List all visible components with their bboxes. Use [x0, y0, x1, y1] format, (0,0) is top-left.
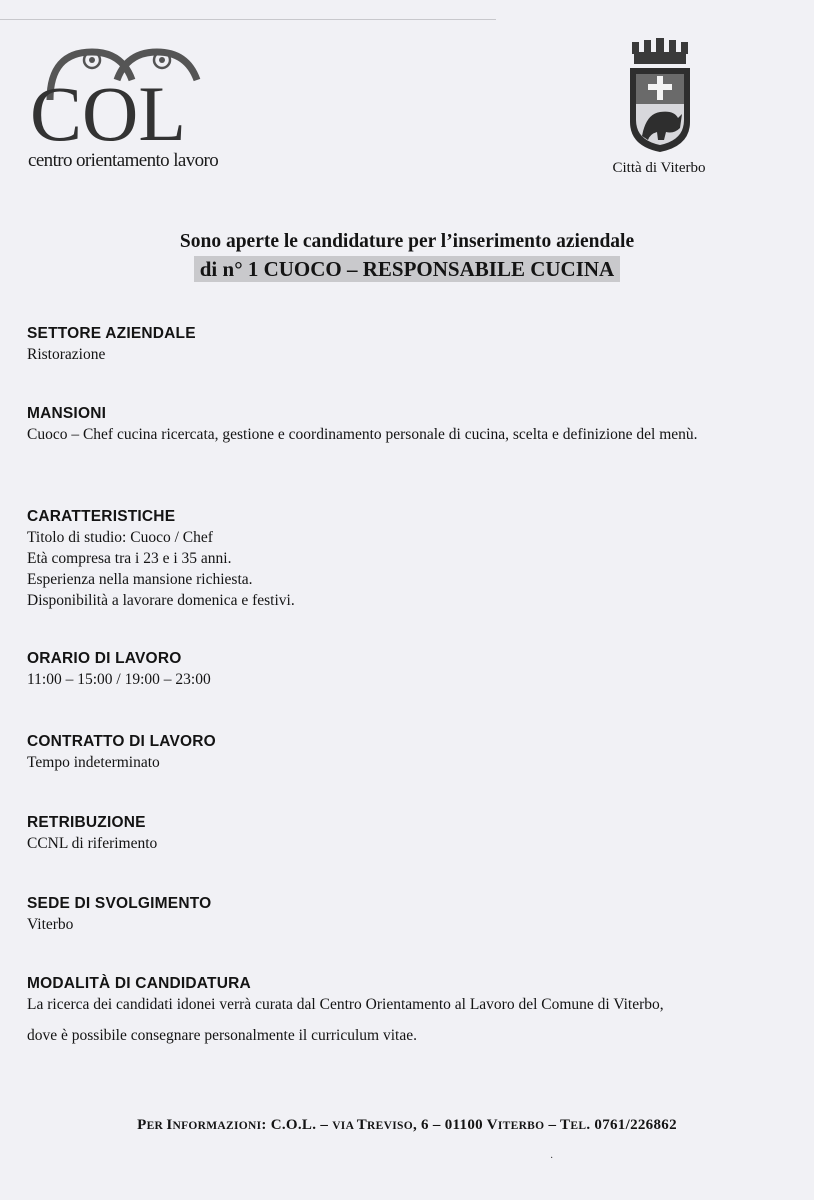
section-heading: MODALITÀ DI CANDIDATURA — [27, 975, 251, 992]
section-body — [27, 994, 797, 1046]
col-logo-letters: COL — [30, 70, 186, 150]
section-body: 11:00 – 15:00 / 19:00 – 23:00 — [27, 671, 211, 688]
footer-text: ITERBO — [497, 1120, 545, 1132]
section-heading: SETTORE AZIENDALE — [27, 325, 196, 342]
announcement-title — [0, 229, 814, 282]
section-body: Tempo indeterminato — [27, 754, 160, 771]
section-body: CCNL di riferimento — [27, 835, 158, 852]
viterbo-crest — [612, 38, 708, 178]
section-heading: RETRIBUZIONE — [27, 814, 146, 831]
section-heading: CONTRATTO DI LAVORO — [27, 733, 216, 750]
footer-text: REVISO — [367, 1120, 413, 1132]
col-logo — [22, 40, 262, 190]
section-heading: MANSIONI — [27, 405, 107, 422]
body-line: dove è possibile consegnare personalmente il curriculum vitae. — [27, 1027, 417, 1044]
footer-text: T — [356, 1117, 368, 1133]
col-logo-mark — [22, 40, 252, 150]
title-line-1: Sono aperte le candidature per l’inserimento aziendale — [179, 231, 635, 252]
city-label: Città di Viterbo — [612, 160, 706, 176]
section-sede — [27, 894, 797, 935]
body-line: Esperienza nella mansione richiesta. — [27, 571, 253, 588]
footer-text: P — [137, 1117, 147, 1133]
section-body: Ristorazione — [27, 346, 106, 363]
section-modalita — [27, 974, 797, 1046]
contact-footer — [0, 1117, 814, 1134]
section-body — [27, 527, 797, 611]
body-line: Titolo di studio: Cuoco / Chef — [27, 529, 213, 546]
body-line: Disponibilità a lavorare domenica e festivi. — [27, 592, 295, 609]
col-logo-tagline: centro orientamento lavoro — [28, 150, 219, 171]
section-settore — [27, 324, 797, 365]
section-heading: SEDE DI SVOLGIMENTO — [27, 895, 212, 912]
section-body: Viterbo — [27, 916, 74, 933]
top-rule — [0, 19, 496, 20]
footer-text: , 6 – 01100 — [412, 1117, 487, 1133]
viterbo-coat-of-arms-icon — [624, 38, 696, 156]
footer-text: I — [166, 1117, 173, 1133]
body-line: La ricerca dei candidati idonei verrà curata dal Centro Orientamento al Lavoro del Comune di Viterbo, — [27, 996, 664, 1013]
section-contratto — [27, 732, 797, 773]
section-body: Cuoco – Chef cucina ricercata, gestione e coordinamento personale di cucina, scelta e definizione del menù. — [27, 426, 698, 443]
section-retribuzione — [27, 813, 797, 854]
footer-text: : C.O.L. – — [261, 1117, 333, 1133]
scan-speck: · — [550, 1153, 554, 1164]
footer-text: EL — [570, 1120, 587, 1132]
footer-text: V — [486, 1117, 498, 1133]
footer-text: – — [544, 1117, 561, 1133]
footer-text: VIA — [332, 1120, 357, 1132]
section-heading: CARATTERISTICHE — [27, 508, 176, 525]
section-orario — [27, 649, 797, 690]
section-mansioni — [27, 404, 797, 445]
footer-text: NFORMAZIONI — [172, 1120, 262, 1132]
title-line-2-highlighted: di n° 1 CUOCO – RESPONSABILE CUCINA — [194, 256, 620, 282]
footer-text: T — [560, 1117, 571, 1133]
footer-text: . 0761/226862 — [586, 1117, 677, 1133]
section-heading: ORARIO DI LAVORO — [27, 650, 182, 667]
body-line: Età compresa tra i 23 e i 35 anni. — [27, 550, 232, 567]
section-caratteristiche — [27, 507, 797, 611]
footer-text: ER — [146, 1120, 167, 1132]
